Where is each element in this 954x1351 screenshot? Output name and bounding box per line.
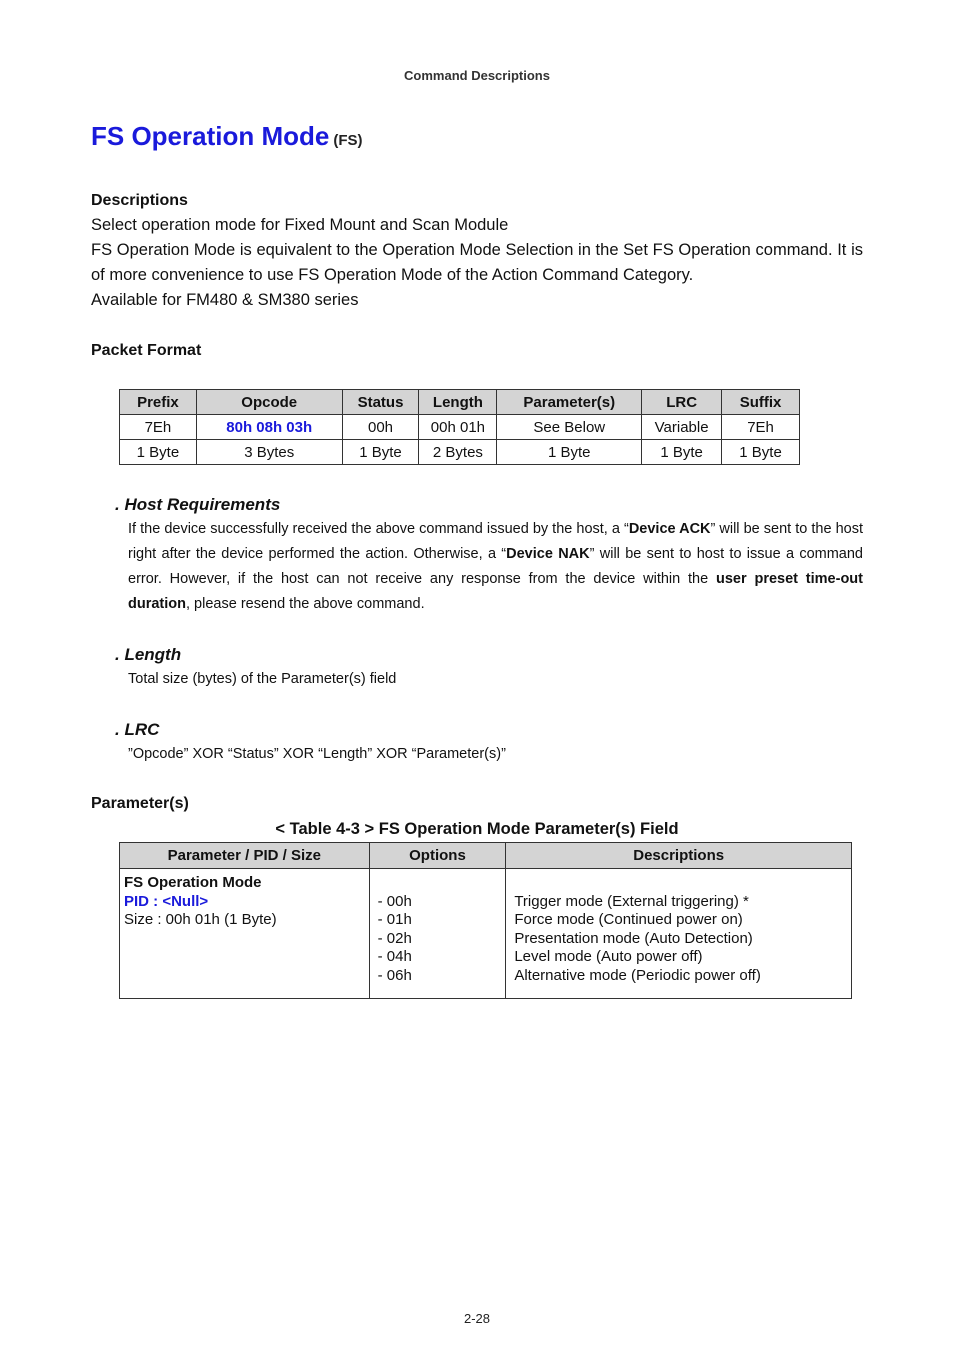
table-cell: 7Eh xyxy=(722,415,800,440)
option-value: - 00h xyxy=(377,892,412,910)
column-header: Options xyxy=(369,843,506,869)
host-req-text-4: , please resend the above command. xyxy=(186,596,425,612)
parameter-cell xyxy=(120,869,370,999)
page-title-code: (FS) xyxy=(333,132,363,149)
descriptions-cell xyxy=(506,869,852,999)
table-cell: 1 Byte xyxy=(722,440,800,465)
option-description: Alternative mode (Periodic power off) xyxy=(514,966,761,984)
table-cell: 3 Bytes xyxy=(196,440,342,465)
length-heading: . Length xyxy=(115,645,182,664)
page-title-main: FS Operation Mode xyxy=(91,121,330,151)
descriptions-line-2: FS Operation Mode is equivalent to the Operation Mode Selection in the Set FS Operation command. It is of more convenience to use FS Operation Mode of the Action Command Category. xyxy=(91,241,863,284)
table-cell: 1 Byte xyxy=(342,440,419,465)
host-requirements-heading: . Host Requirements xyxy=(115,495,281,514)
column-header: LRC xyxy=(642,390,722,415)
host-req-text-2: ” will be sent to the host right after the device performed the action. Otherwise, a “ xyxy=(128,521,863,562)
parameters-heading: Parameter(s) xyxy=(91,795,189,812)
option-description: Level mode (Auto power off) xyxy=(514,948,703,965)
opcode-value: 80h 08h 03h xyxy=(196,415,342,440)
table-cell: 00h xyxy=(342,415,419,440)
packet-format-values-row xyxy=(120,415,800,440)
packet-format-table xyxy=(119,389,800,465)
table-cell: 1 Byte xyxy=(642,440,722,465)
option-description: Force mode (Continued power on) xyxy=(514,911,743,928)
column-header: Opcode xyxy=(196,390,342,415)
table-cell: 1 Byte xyxy=(120,440,197,465)
column-header: Parameter(s) xyxy=(497,390,642,415)
descriptions-line-1: Select operation mode for Fixed Mount and Scan Module xyxy=(91,216,509,234)
parameter-name: FS Operation Mode xyxy=(124,874,262,891)
device-ack-term: Device ACK xyxy=(628,521,711,537)
device-nak-term: Device NAK xyxy=(506,546,590,562)
descriptions-line-3: Available for FM480 & SM380 series xyxy=(91,291,359,309)
packet-format-sizes-row xyxy=(120,440,800,465)
option-description: Trigger mode (External triggering) * xyxy=(514,892,749,910)
option-value: - 04h xyxy=(377,948,412,965)
host-req-text-3: ” will be sent to host to issue a command error. However, if the host can not receive any response from the device within the xyxy=(128,546,863,587)
option-description: Presentation mode (Auto Detection) xyxy=(514,929,753,947)
table-caption: < Table 4-3 > FS Operation Mode Parameter(s) Field xyxy=(275,820,679,838)
parameter-pid: PID : <Null> xyxy=(124,892,209,910)
column-header: Descriptions xyxy=(506,843,852,869)
table-cell: 7Eh xyxy=(120,415,197,440)
table-cell: Variable xyxy=(642,415,722,440)
option-value: - 01h xyxy=(377,911,412,928)
column-header: Suffix xyxy=(722,390,800,415)
packet-format-heading: Packet Format xyxy=(91,342,202,359)
parameters-table xyxy=(119,842,852,999)
page-number: 2-28 xyxy=(463,1311,491,1326)
table-cell: 00h 01h xyxy=(419,415,497,440)
column-header: Status xyxy=(342,390,419,415)
lrc-text: ”Opcode” XOR “Status” XOR “Length” XOR “Parameter(s)” xyxy=(128,746,506,762)
options-cell xyxy=(369,869,506,999)
table-cell: 1 Byte xyxy=(497,440,642,465)
table-cell: 2 Bytes xyxy=(419,440,497,465)
host-requirements-text xyxy=(128,517,863,617)
page-title xyxy=(91,121,363,152)
column-header: Prefix xyxy=(120,390,197,415)
table-row xyxy=(120,869,852,999)
option-value: - 02h xyxy=(377,929,412,947)
option-value: - 06h xyxy=(377,966,412,984)
packet-format-header-row xyxy=(120,390,800,415)
column-header: Length xyxy=(419,390,497,415)
column-header: Parameter / PID / Size xyxy=(120,843,370,869)
descriptions-heading: Descriptions xyxy=(91,192,188,209)
lrc-heading: . LRC xyxy=(115,720,160,739)
parameters-header-row xyxy=(120,843,852,869)
timeout-term: user preset time-out duration xyxy=(128,571,863,612)
host-req-text-1: If the device successfully received the above command issued by the host, a “ xyxy=(128,521,629,537)
parameter-size: Size : 00h 01h (1 Byte) xyxy=(124,911,277,928)
running-header: Command Descriptions xyxy=(404,68,550,83)
length-text: Total size (bytes) of the Parameter(s) field xyxy=(128,671,397,687)
table-cell: See Below xyxy=(497,415,642,440)
